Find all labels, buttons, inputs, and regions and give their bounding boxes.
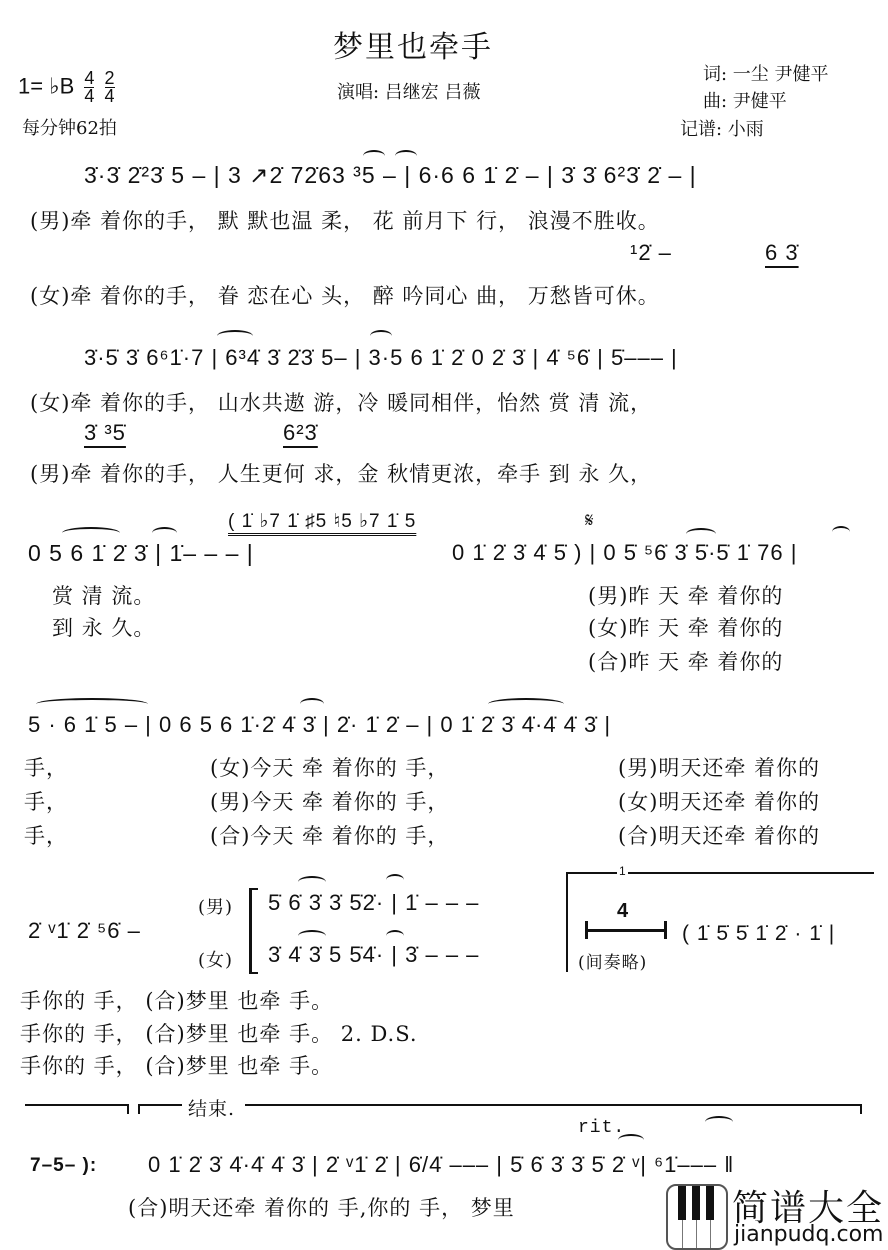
system-4-lyrics-1-c: (男)明天还牵 着你的 [618,756,821,780]
system-1-lyrics-male: (男)牵 着你的手， 默 默也温 柔， 花 前月下 行， 浪漫不胜收。 [30,209,660,233]
ending-volta-line-a [138,1104,182,1106]
duet-bracket [249,888,258,974]
system-3-notes-a: 0 5 6 1̇ 2̇ 3̇ | 1̇– – – | [28,540,254,566]
time-signature-4-4: $\frac{4}{4}$ [84,68,95,106]
slur [618,1134,644,1146]
slur [395,150,417,162]
system-3-lyrics-right-3: (合)昨 天 牵 着你的 [588,650,784,674]
system-3-lyrics-left-2: 到 永 久。 [52,616,156,640]
volta-1-end [127,1104,129,1114]
piano-icon [666,1184,728,1250]
lyricist: 词: 一尘 尹健平 [703,64,829,85]
system-2-notes: 3̇·5̇ 3̇ 6⁶1̇·7 | 6³4̇ 3̇ 2̇3̇ 5– | 3·5 6 1̇ 2̇ 0 2̇ 3̇ | 4̇ ⁵6̇ | 5̇––– | [84,345,678,370]
segno-sign: 𝄋 [585,510,595,532]
slur [300,698,324,710]
system-2-alt-notes-a: 3̇ ³5̇ [84,420,126,445]
slur [488,698,564,710]
volta-start [566,872,568,972]
slur [363,150,385,162]
system-4-notes: 5 · 6 1̇ 5 – | 0 6 5 6 1̇·2̇ 4̇ 3̇ | 2̇· 1̇ 2̇ – | 0 1̇ 2̇ 3̇ 4̇·4̇ 4̇ 3̇ | [28,712,612,737]
slur [386,874,404,886]
system-3-lyrics-right-1: (男)昨 天 牵 着你的 [588,584,784,608]
ending-label: 结束. [188,1098,236,1120]
singers: 演唱: 吕继宏 吕薇 [337,82,481,103]
slur [298,876,326,888]
tempo: 每分钟62拍 [22,118,117,139]
system-2-lyrics-female: (女)牵 着你的手， 山水共遨 游，冷 暖同相伴，怡然 赏 清 流， [30,391,653,415]
system-5-lyrics-2: 手你的 手， (合)梦里 也牵 手。 2. D.S. [20,1022,418,1046]
slur [386,930,404,942]
system-4-lyrics-3-c: (合)明天还牵 着你的 [618,824,821,848]
volta-1-continuation [25,1104,127,1106]
ending-volta-line-b [245,1104,861,1106]
system-4-lyrics-1-b: (女)今天 牵 着你的 手， [210,756,450,780]
rit-marking: rit. [578,1118,626,1138]
system-1-notes: 3̇·3̇ 2̇²3̇ 5 – | 3 ↗2̇ 72̇63 ³5 – | 6·6 6 1̇ 2̇ – | 3̇ 3̇ 6²3̇ 2̇ – | [84,162,697,188]
interlude-notes: ( 1̇ 5̇ 5̇ 1̇ 2̇ · 1̇ | [682,922,836,945]
system-4-lyrics-2-c: (女)明天还牵 着你的 [618,790,821,814]
system-2-lyrics-male: (男)牵 着你的手， 人生更何 求，金 秋情更浓，牵手 到 永 久， [30,462,653,486]
system-4-lyrics-3-b: (合)今天 牵 着你的 手， [210,824,450,848]
slur [152,527,177,539]
male-part-notes: 5̇ 6̇ 3̇ 3̇ 5̇2̇· | 1̇ – – – [268,890,480,915]
system-1-lyrics-female: (女)牵 着你的手， 眷 恋在心 头， 醉 吟同心 曲， 万愁皆可休。 [30,284,660,308]
system-3-lyrics-right-2: (女)昨 天 牵 着你的 [588,616,784,640]
slur [686,528,716,540]
system-3-lyrics-left-1: 赏 清 流。 [52,584,156,608]
system-1-alt-notes-a: ¹2̇ – [630,240,672,265]
key-signature [18,70,115,105]
system-5-lyrics-1: 手你的 手， (合)梦里 也牵 手。 [20,989,334,1013]
slur [62,527,120,539]
watermark-brand: 简谱大全 [732,1188,885,1229]
system-5-notes-left: 2̇ ᵛ1̇ 2̇ ⁵6̇ – [28,918,141,943]
interlude-top-notes: ( 1̇ ♭7 1̇ ♯5 ♮5 ♭7 1̇ 5 [228,511,417,532]
system-5-lyrics-3: 手你的 手， (合)梦里 也牵 手。 [20,1054,334,1078]
slur [217,330,253,342]
multi-rest-end-left [585,921,588,939]
transcriber: 记谱: 小雨 [680,119,764,140]
watermark-url: jianpudq.com [734,1222,884,1247]
system-6-notes: 0 1̇ 2̇ 3̇ 4̇·4̇ 4̇ 3̇ | 2̇ ᵛ1̇ 2̇ | 6̇/4̇ ––– | 5̇ 6̇ 3̇ 3̇ 5̇ 2̇ ᵛ| ⁶1̇––– ‖ [148,1152,735,1177]
slur [832,526,850,538]
ending-volta-end [860,1104,862,1114]
female-part-notes: 3̇ 4̇ 3̇ 5 5̇4̇· | 3̇ – – – [268,942,480,967]
time-signature-2-4: $\frac{2}{4}$ [104,68,115,106]
volta-1-label: 1 [619,864,626,878]
song-title: 梦里也牵手 [333,30,493,65]
key-label: 1= ♭B [18,73,75,99]
system-6-lyrics: (合)明天还牵 着你的 手,你的 手， 梦里 [128,1196,515,1220]
multi-rest-count: 4 [617,900,630,922]
slur [298,930,326,942]
system-2-alt-notes-b: 6²3̇ [283,420,318,445]
voice-female-label: (女) [198,950,234,971]
voice-male-label: (男) [198,897,234,918]
system-1-alt-notes-b: 6 3̇ [765,240,799,265]
system-4-lyrics-3-a: 手， [24,824,68,848]
slur [705,1116,733,1128]
slur [370,330,392,342]
interlude-omitted-label: (间奏略) [578,953,648,973]
multi-rest-end-right [664,921,667,939]
multi-rest-bar [586,929,666,932]
composer: 曲: 尹健平 [703,91,787,112]
system-4-lyrics-2-b: (男)今天 牵 着你的 手， [210,790,450,814]
system-3-notes-b: 0 1̇ 2̇ 3̇ 4̇ 5̇ ) | 0 5̇ ⁵6̇ 3̇ 5̇·5̇ 1̇ 76 | [452,540,798,565]
system-4-lyrics-1-a: 手， [24,756,68,780]
volta-1-line [566,872,874,874]
repeat-end-notes: 7–5– ): [30,1155,98,1176]
watermark [662,1180,888,1250]
system-4-lyrics-2-a: 手， [24,790,68,814]
slur [36,698,148,710]
